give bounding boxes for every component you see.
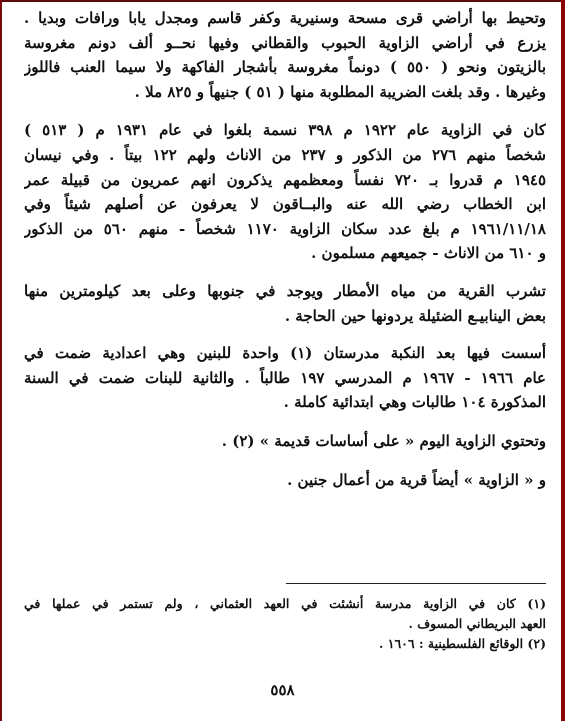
text-line: بالزيتون ونحو ( ٥٥٠ ) دونماً مغروسة بأشجار الفاكهة ولا سيما العنب فاللوز xyxy=(24,58,546,77)
footnote-line: العهد البريطاني المسوف . xyxy=(408,616,546,631)
page-frame-top xyxy=(0,0,565,2)
footnote-divider xyxy=(286,583,546,584)
page-number: ٥٥٨ xyxy=(270,681,295,699)
paragraph-other-village xyxy=(24,468,546,493)
text-line: يزرع في أراضي الزاوية الحبوب والقطاني وفيها نحــو ألف دونم مغروسة xyxy=(24,33,546,52)
page-frame-left xyxy=(0,0,2,721)
text-line: وتحيط بها أراضي قرى مسحة وسنيرية وكفر قاسم ومجدل يابا ورافات وبديا . xyxy=(24,9,546,27)
text-line: عام ١٩٦٦ - ١٩٦٧ م المدرسي ١٩٧ طالباً . والثانية للبنات ضمت في السنة xyxy=(24,368,546,387)
footnote-line: (١) كان في الزاوية مدرسة أنشئت في العهد العثماني ، ولم تستمر في عملها في xyxy=(24,596,546,611)
page-frame-right xyxy=(561,0,565,721)
page-body xyxy=(24,6,546,492)
text-line: ابن الخطاب رضي الله عنه والبــاقون لا يعرفون عن أصلهم شيئاً وفي xyxy=(24,195,546,214)
text-line: و « الزاوية » أيضاً قرية من أعمال جنين . xyxy=(287,470,546,489)
text-line: المذكورة ١٠٤ طالبات وهي ابتدائية كاملة . xyxy=(283,393,546,412)
footnotes xyxy=(24,594,546,654)
text-line: وتحتوي الزاوية اليوم « على أساسات قديمة » (٢) . xyxy=(221,431,546,450)
text-line: ١٩٤٥ م قدروا بـ ٧٢٠ نفساً ومعظمهم يذكرون انهم عمريون من قبيلة عمر xyxy=(24,170,546,189)
footnote-line: (٢) الوقائع الفلسطينية : ١٦٠٦ . xyxy=(379,636,546,651)
text-line: و ٦١٠ من الاناث - جميعهم مسلمون . xyxy=(311,244,546,263)
text-line: تشرب القرية من مياه الأمطار ويوجد في جنوبها وعلى بعد كيلومترين منها xyxy=(24,281,546,300)
text-line: أسست فيها بعد النكبة مدرستان (١) واحدة للبنين وهي اعدادية ضمت في xyxy=(24,344,546,363)
text-line: ١٩٦١/١١/١٨ م بلغ عدد سكان الزاوية ١١٧٠ شخصاً - منهم ٥٦٠ من الذكور xyxy=(24,219,546,238)
text-line: بعض الينابيـع الضئيلة يردونها حين الحاجة . xyxy=(284,306,546,325)
paragraph-schools xyxy=(24,341,546,415)
text-line: شخصاً منهم ٢٧٦ من الذكور و ٢٣٧ من الاناث ولهم ١٢٢ بيتاً . وفي نيسان xyxy=(24,145,546,164)
paragraph-water xyxy=(24,279,546,328)
paragraph-population xyxy=(24,118,546,266)
text-line: كان في الزاوية عام ١٩٢٢ م ٣٩٨ نسمة بلغوا في عام ١٩٣١ م ( ٥١٣ ) xyxy=(24,121,546,140)
paragraph-boundaries-and-crops xyxy=(24,6,546,104)
text-line: وغيرها . وقد بلغت الضريبة المطلوبة منها ( ٥١ ) جنيهاً و ٨٢٥ ملا . xyxy=(134,82,546,101)
paragraph-ruins xyxy=(24,429,546,454)
